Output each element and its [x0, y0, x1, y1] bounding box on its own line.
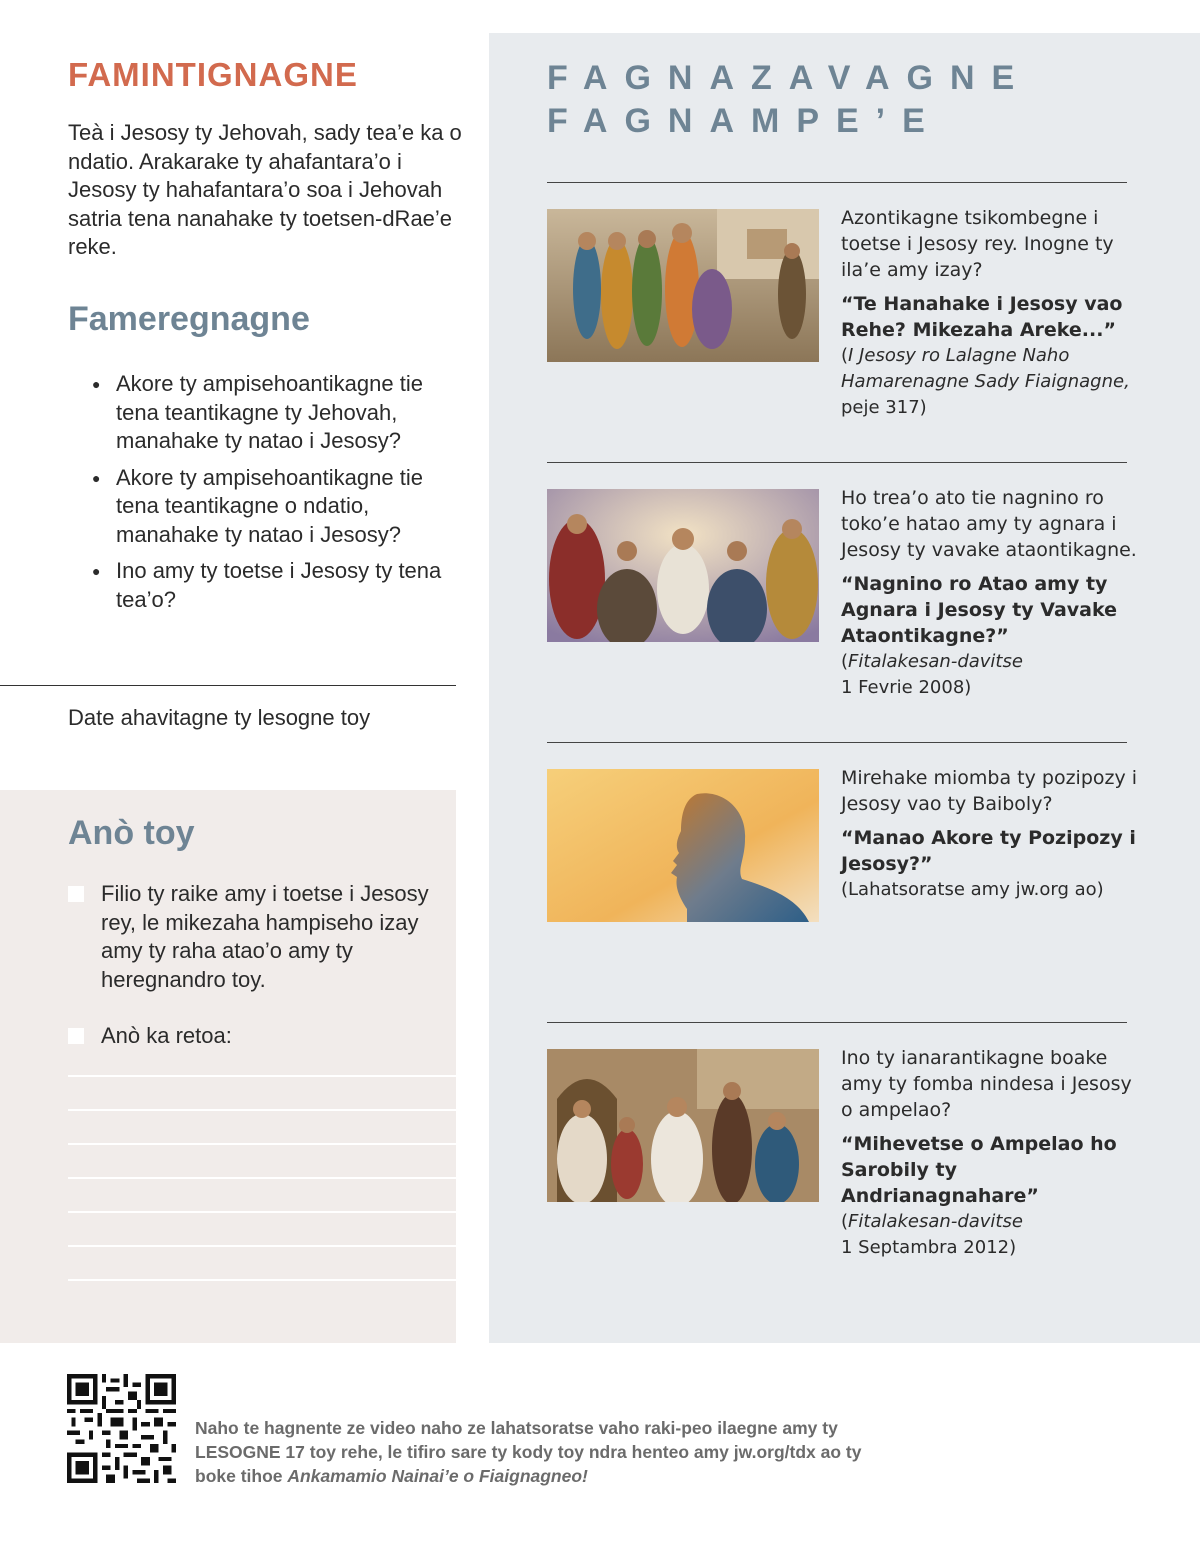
write-line[interactable]	[68, 1109, 456, 1111]
explore-title-line1: FAGNAZAVAGNE	[547, 59, 1032, 97]
divider	[0, 685, 456, 686]
divider	[547, 182, 1127, 183]
write-line[interactable]	[68, 1143, 456, 1145]
task-text: Filio ty raike amy i toetse i Jesosy rey, le mikezaha hampiseho izay amy ty raha atao’o amy ty heregnandro toy.	[101, 881, 429, 992]
jesus-with-disciples-illustration[interactable]	[547, 209, 819, 362]
write-line[interactable]	[68, 1245, 456, 1247]
resource-entry	[841, 1045, 1141, 1261]
review-question: ● Ino amy ty toetse i Jesosy ty tena tea’o?	[90, 557, 450, 614]
footer-text: Naho te hagnente ze video naho ze lahatsoratse vaho raki-peo ilaegne amy ty LESOGNE 17 toy rehe, le tifiro sare ty kody toy ndra henteo amy jw.org/tdx ao ty boke tihoe Ankamamio Nainai’e o Fiaignagneo!	[195, 1418, 862, 1486]
jesus-teaching-apostles-illustration[interactable]	[547, 489, 819, 642]
completion-date-label: Date ahavitagne ty lesogne toy	[68, 705, 371, 730]
task-title: Anò toy	[68, 814, 195, 852]
task-panel	[0, 790, 456, 1343]
resource-entry	[841, 765, 1141, 903]
divider	[547, 462, 1127, 463]
entry-question: Mirehake miomba ty pozipozy i Jesosy vao ty Baiboly?	[841, 767, 1138, 815]
review-list	[90, 370, 450, 622]
task-text: Anò ka retoa:	[101, 1023, 232, 1048]
summary-title: FAMINTIGNAGNE	[68, 56, 358, 93]
divider	[547, 1022, 1127, 1023]
entry-question: Azontikagne tsikombegne i toetse i Jesosy rey. Inogne ty ila’e amy izay?	[841, 207, 1114, 281]
write-line[interactable]	[68, 1279, 456, 1281]
write-line[interactable]	[68, 1075, 456, 1077]
entry-article-title[interactable]: “Te Hanahake i Jesosy vao Rehe? Mikezaha Areke...”	[841, 293, 1123, 341]
resource-entry	[841, 205, 1141, 421]
task-checkbox[interactable]	[68, 1028, 84, 1044]
summary-text: Teà i Jesosy ty Jehovah, sady tea’e ka o ndatio. Arakarake ty ahafantara’o i Jesosy ty hahafantara’o soa i Jehovah satria tena nanahake ty toetsen-dRae’e reke.	[68, 120, 462, 259]
explore-title	[547, 57, 1031, 143]
entry-question: Ho trea’o ato tie nagnino ro toko’e hatao amy ty agnara i Jesosy ty vavake ataontikagne.	[841, 487, 1137, 561]
task-item	[68, 880, 438, 994]
entry-article-title[interactable]: “Nagnino ro Atao amy ty Agnara i Jesosy ty Vavake Ataontikagne?”	[841, 573, 1118, 647]
entry-source: (Fitalakesan-davitse 1 Fevrie 2008)	[841, 651, 1023, 698]
entry-source: (Fitalakesan-davitse 1 Septambra 2012)	[841, 1211, 1023, 1258]
jesus-silhouette-illustration[interactable]	[547, 769, 819, 922]
task-checkbox[interactable]	[68, 886, 84, 902]
entry-source: (Lahatsoratse amy jw.org ao)	[841, 879, 1104, 900]
entry-source: (I Jesosy ro Lalagne Naho Hamarenagne Sady Fiaignagne, peje 317)	[841, 345, 1130, 418]
write-line[interactable]	[68, 1211, 456, 1213]
review-question: ● Akore ty ampisehoantikagne tie tena teantikagne ty Jehovah, manahake ty natao i Jesosy?	[90, 370, 450, 456]
explore-panel	[489, 33, 1200, 1343]
explore-title-line2: FAGNAMPE’E	[547, 102, 942, 140]
resource-entry	[841, 485, 1141, 701]
review-question: ● Akore ty ampisehoantikagne tie tena teantikagne o ndatio, manahake ty natao i Jesosy?	[90, 464, 450, 550]
divider	[547, 742, 1127, 743]
qr-code-icon[interactable]	[67, 1374, 176, 1483]
entry-article-title[interactable]: “Mihevetse o Ampelao ho Sarobily ty Andrianagnahare”	[841, 1133, 1117, 1207]
review-title: Fameregnagne	[68, 300, 310, 338]
jesus-with-women-illustration[interactable]	[547, 1049, 819, 1202]
write-line[interactable]	[68, 1177, 456, 1179]
entry-question: Ino ty ianarantikagne boake amy ty fomba nindesa i Jesosy o ampelao?	[841, 1047, 1132, 1121]
entry-article-title[interactable]: “Manao Akore ty Pozipozy i Jesosy?”	[841, 827, 1136, 875]
task-item	[68, 1022, 438, 1051]
